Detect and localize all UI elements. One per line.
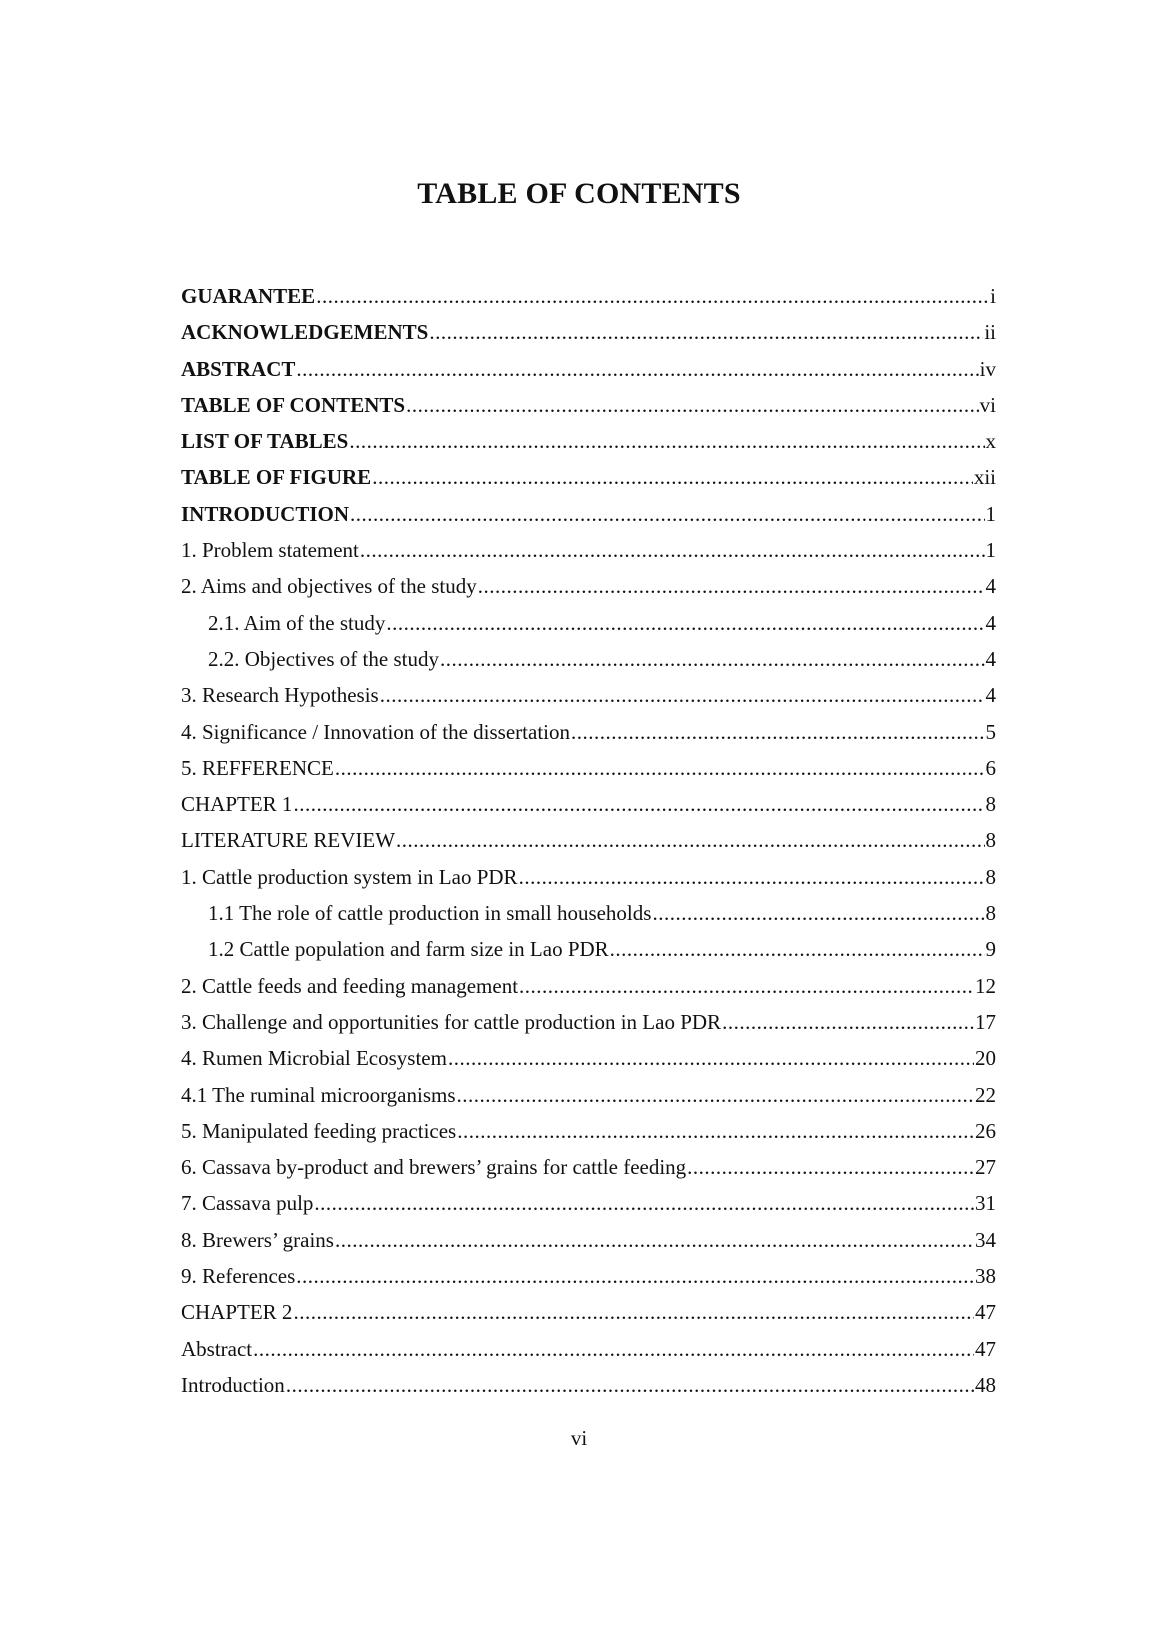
toc-entry-page-number: 31 [975, 1191, 996, 1216]
toc-entry-label: TABLE OF CONTENTS [181, 392, 406, 417]
toc-entry-label: 5. REFFERENCE [181, 755, 334, 780]
toc-entry-label: 3. Research Hypothesis [181, 683, 379, 708]
toc-entry-page-number: 20 [975, 1046, 996, 1071]
toc-entry-page-number: 38 [975, 1264, 996, 1289]
toc-dot-leader [457, 1113, 974, 1149]
toc-entry-page-number: 12 [975, 973, 996, 998]
toc-dot-leader [478, 568, 985, 604]
toc-list [181, 278, 996, 1403]
toc-entry-label: CHAPTER 1 [181, 792, 293, 817]
toc-entry-page-number: 22 [975, 1082, 996, 1107]
toc-entry[interactable] [181, 1149, 996, 1185]
toc-entry-label: 1. Problem statement [181, 538, 359, 563]
toc-entry-label: LIST OF TABLES [181, 429, 349, 454]
toc-entry-label: 7. Cassava pulp [181, 1191, 314, 1216]
toc-entry[interactable] [181, 278, 996, 314]
page-title: TABLE OF CONTENTS [417, 177, 741, 210]
toc-entry[interactable] [181, 1113, 996, 1149]
toc-entry-label: 2.1. Aim of the study [208, 610, 386, 635]
toc-entry-page-number: 34 [975, 1227, 996, 1252]
toc-dot-leader [457, 1077, 974, 1113]
toc-entry-page-number: 6 [985, 755, 996, 780]
toc-entry-page-number: 48 [975, 1372, 996, 1397]
toc-entry-label: LITERATURE REVIEW [181, 828, 396, 853]
toc-entry-page-number: 1 [985, 501, 996, 526]
toc-entry[interactable] [181, 1367, 996, 1403]
toc-entry-label: Introduction [181, 1372, 285, 1397]
toc-entry-page-number: 8 [985, 828, 996, 853]
toc-dot-leader [380, 677, 985, 713]
toc-entry-page-number: 8 [985, 901, 996, 926]
toc-dot-leader [349, 423, 984, 459]
toc-entry-label: 4.1 The ruminal microorganisms [181, 1082, 456, 1107]
toc-dot-leader [296, 351, 978, 387]
toc-dot-leader [396, 822, 984, 858]
toc-entry[interactable] [181, 750, 996, 786]
toc-dot-leader [253, 1331, 974, 1367]
toc-entry[interactable] [181, 532, 996, 568]
toc-dot-leader [335, 750, 985, 786]
toc-dot-leader [314, 1185, 974, 1221]
toc-entry-page-number: 4 [985, 683, 996, 708]
toc-entry[interactable] [181, 714, 996, 750]
toc-entry[interactable] [181, 387, 996, 423]
toc-dot-leader [571, 714, 985, 750]
toc-entry[interactable] [181, 1004, 996, 1040]
toc-entry[interactable] [181, 351, 996, 387]
toc-entry[interactable] [181, 1222, 996, 1258]
toc-entry[interactable] [181, 822, 996, 858]
page-number: vi [570, 1426, 588, 1450]
toc-entry-label: 8. Brewers’ grains [181, 1227, 334, 1252]
toc-entry-page-number: 47 [975, 1300, 996, 1325]
toc-entry[interactable] [181, 496, 996, 532]
toc-dot-leader [519, 968, 974, 1004]
toc-entry-label: 3. Challenge and opportunities for cattle production in Lao PDR [181, 1009, 722, 1034]
toc-dot-leader [372, 459, 973, 495]
toc-dot-leader [610, 931, 985, 967]
toc-entry-page-number: 4 [985, 574, 996, 599]
toc-entry[interactable] [181, 1040, 996, 1076]
toc-entry-label: 9. References [181, 1264, 296, 1289]
toc-entry-page-number: 9 [985, 937, 996, 962]
toc-entry[interactable] [181, 641, 996, 677]
toc-dot-leader [316, 278, 989, 314]
toc-entry-page-number: 5 [985, 719, 996, 744]
toc-entry-label: 4. Significance / Innovation of the dissertation [181, 719, 570, 744]
toc-entry-label: 1. Cattle production system in Lao PDR [181, 864, 518, 889]
toc-entry-label: ABSTRACT [181, 356, 296, 381]
toc-entry[interactable] [181, 931, 996, 967]
toc-dot-leader [335, 1222, 974, 1258]
toc-dot-leader [350, 496, 984, 532]
toc-entry-page-number: 27 [975, 1155, 996, 1180]
toc-entry-page-number: xii [973, 465, 996, 490]
toc-dot-leader [722, 1004, 974, 1040]
toc-entry-label: 4. Rumen Microbial Ecosystem [181, 1046, 447, 1071]
toc-entry[interactable] [181, 968, 996, 1004]
toc-entry-label: 5. Manipulated feeding practices [181, 1118, 457, 1143]
toc-entry-label: GUARANTEE [181, 284, 316, 308]
toc-dot-leader [296, 1258, 974, 1294]
toc-dot-leader [293, 786, 984, 822]
toc-entry-page-number: 26 [975, 1118, 996, 1143]
toc-entry-page-number: 17 [975, 1009, 996, 1034]
toc-dot-leader [652, 895, 984, 931]
toc-dot-leader [429, 314, 983, 350]
toc-entry-page-number: x [985, 429, 996, 454]
toc-entry[interactable] [181, 314, 996, 350]
toc-entry[interactable] [181, 423, 996, 459]
toc-entry[interactable] [181, 459, 996, 495]
toc-entry-label: 2. Cattle feeds and feeding management [181, 973, 519, 998]
toc-dot-leader [360, 532, 985, 568]
toc-entry-label: TABLE OF FIGURE [181, 465, 372, 490]
toc-entry-label: 2. Aims and objectives of the study [181, 574, 477, 599]
toc-entry-label: CHAPTER 2 [181, 1300, 293, 1325]
toc-dot-leader [386, 605, 984, 641]
toc-entry-page-number: 4 [985, 610, 996, 635]
toc-entry-page-number: 4 [985, 646, 996, 671]
toc-entry-page-number: i [990, 284, 996, 308]
toc-dot-leader [440, 641, 985, 677]
toc-dot-leader [406, 387, 979, 423]
toc-entry-page-number: 8 [985, 792, 996, 817]
toc-entry-page-number: 47 [975, 1336, 996, 1361]
toc-entry-label: 1.2 Cattle population and farm size in Lao PDR [208, 937, 609, 962]
toc-entry-label: 2.2. Objectives of the study [208, 646, 439, 671]
toc-entry[interactable] [181, 895, 996, 931]
toc-entry-label: 6. Cassava by-product and brewers’ grains for cattle feeding [181, 1155, 687, 1180]
toc-entry[interactable] [181, 1331, 996, 1367]
toc-dot-leader [286, 1367, 974, 1403]
toc-entry[interactable] [181, 859, 996, 895]
toc-entry[interactable] [181, 677, 996, 713]
toc-entry[interactable] [181, 568, 996, 604]
toc-entry[interactable] [181, 1077, 996, 1113]
toc-entry-page-number: iv [979, 356, 996, 381]
toc-entry-label: 1.1 The role of cattle production in small households [208, 901, 652, 926]
toc-entry[interactable] [181, 605, 996, 641]
toc-entry[interactable] [181, 1294, 996, 1330]
toc-entry[interactable] [181, 1185, 996, 1221]
toc-dot-leader [448, 1040, 974, 1076]
toc-dot-leader [687, 1149, 974, 1185]
toc-entry[interactable] [181, 1258, 996, 1294]
toc-entry-label: Abstract [181, 1336, 253, 1361]
toc-entry[interactable] [181, 786, 996, 822]
toc-entry-page-number: 1 [985, 538, 996, 563]
toc-dot-leader [293, 1294, 974, 1330]
toc-entry-page-number: ii [984, 320, 996, 345]
toc-entry-page-number: vi [979, 392, 996, 417]
toc-entry-label: ACKNOWLEDGEMENTS [181, 320, 429, 345]
toc-entry-page-number: 8 [985, 864, 996, 889]
toc-entry-label: INTRODUCTION [181, 501, 350, 526]
toc-dot-leader [519, 859, 985, 895]
